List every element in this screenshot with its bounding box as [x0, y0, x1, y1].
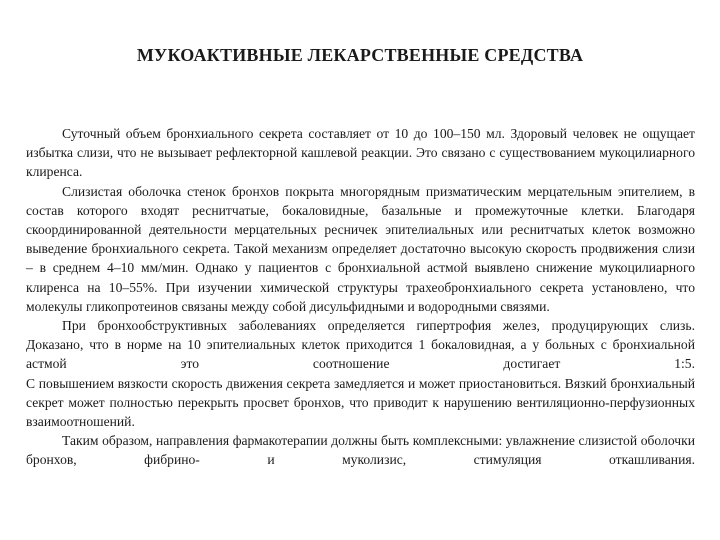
paragraph-pharmacotherapy-directions: Таким образом, направления фармакотерапии должны быть комплексными: увлажнение слизистой оболочки бронхов, фибрино- и муколизис, стимуляция откашливания.: [26, 433, 695, 468]
document-title: МУКОАКТИВНЫЕ ЛЕКАРСТВЕННЫЕ СРЕДСТВА: [136, 45, 584, 65]
paragraph-mucociliary-clearance: Суточный объем бронхиального секрета составляет от 10 до 100–150 мл. Здоровый человек не ощущает избытка слизи, что не вызывает рефлекторной кашлевой реакции. Это связано с существованием мукоцилиарного клиренса.: [26, 126, 695, 180]
document-body: [26, 124, 695, 470]
paragraph-gland-hypertrophy: При бронхообструктивных заболеваниях определяется гипертрофия желез, продуцирующих слизь. Доказано, что в норме на 10 эпителиальных клеток приходится 1 бокаловидная, а у больных с бронхиальной астмой это соотношение достигает 1:5.: [26, 318, 695, 372]
paragraph-bronchial-epithelium: Слизистая оболочка стенок бронхов покрыта многорядным призматическим мерцательным эпителием, в состав которого входят реснитчатые, бокаловидные, базальные и промежуточные клетки. Благодаря скоординированной деятельности мерцательных ресничек эпителиальных или реснитчатых клеток возможно выведение бронхиального секрета. Такой механизм определяет достаточно высокую скорость продвижения слизи – в среднем 4–10 мм/мин. Однако у пациентов с бронхиальной астмой выявлено снижение мукоцилиарного клиренса на 10–55%. При изучении химической структуры трахеобронхиального секрета установлено, что молекулы гликопротеинов связаны между собой дисульфидными и водородными связями.: [26, 183, 695, 314]
paragraph-secret-viscosity: С повышением вязкости скорость движения секрета замедляется и может приостановиться. Вязкий бронхиальный секрет может полностью перекрыть просвет бронхов, что приводит к нарушению вентиляционно-перфузионных взаимоотношений.: [26, 375, 695, 430]
